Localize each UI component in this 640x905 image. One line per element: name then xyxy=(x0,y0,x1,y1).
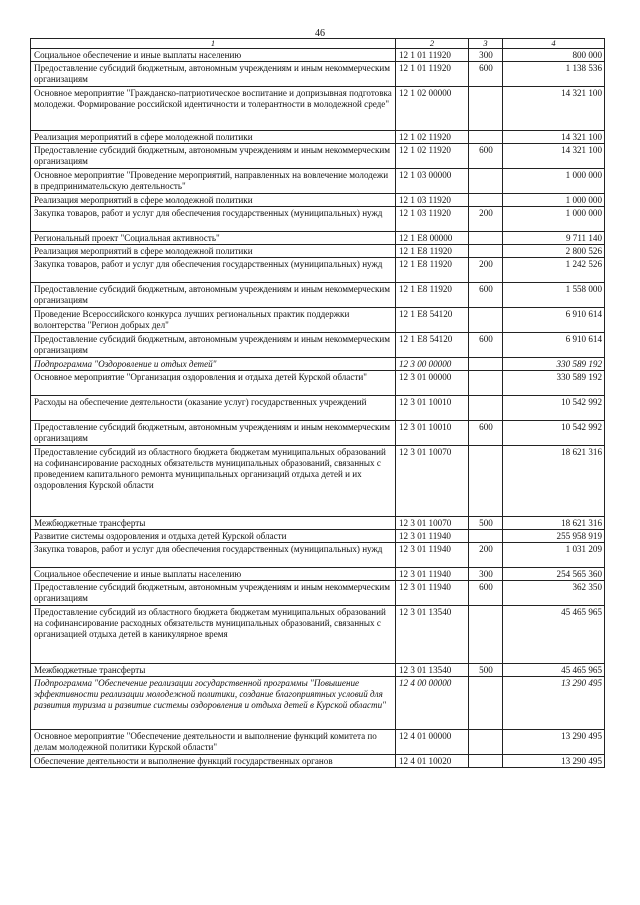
table-row xyxy=(31,543,605,568)
row-amount: 1 558 000 xyxy=(503,283,605,308)
row-name: Закупка товаров, работ и услуг для обеспечения государственных (муниципальных) нужд xyxy=(31,258,396,283)
row-code: 12 1 03 11920 xyxy=(396,194,469,207)
row-code: 12 3 01 10070 xyxy=(396,446,469,517)
row-expense-type xyxy=(469,194,503,207)
row-code: 12 4 01 10020 xyxy=(396,755,469,768)
row-code: 12 3 00 00000 xyxy=(396,358,469,371)
row-expense-type: 600 xyxy=(469,283,503,308)
row-code: 12 3 01 13540 xyxy=(396,664,469,677)
row-name: Межбюджетные трансферты xyxy=(31,664,396,677)
page-number: 46 xyxy=(315,28,325,39)
row-expense-type xyxy=(469,677,503,730)
row-amount: 18 621 316 xyxy=(503,517,605,530)
column-number: 2 xyxy=(396,39,469,49)
row-code: 12 1 03 00000 xyxy=(396,169,469,194)
table-row xyxy=(31,232,605,245)
table-row xyxy=(31,581,605,606)
row-code: 12 1 02 11920 xyxy=(396,131,469,144)
row-code: 12 1 E8 11920 xyxy=(396,245,469,258)
table-row xyxy=(31,245,605,258)
table-row xyxy=(31,258,605,283)
row-code: 12 3 01 11940 xyxy=(396,568,469,581)
row-amount: 1 138 536 xyxy=(503,62,605,87)
row-name: Основное мероприятие "Гражданско-патриотическое воспитание и допризывная подготовка молодежи. Формирование российской идентичности и толерантности в молодежной среде" xyxy=(31,87,396,131)
column-number: 4 xyxy=(503,39,605,49)
column-number-row xyxy=(31,39,605,49)
row-expense-type: 200 xyxy=(469,543,503,568)
row-name: Предоставление субсидий бюджетным, автономным учреждениям и иным некоммерческим организациям xyxy=(31,144,396,169)
row-name: Закупка товаров, работ и услуг для обеспечения государственных (муниципальных) нужд xyxy=(31,543,396,568)
row-amount: 255 958 919 xyxy=(503,530,605,543)
row-amount: 1 031 209 xyxy=(503,543,605,568)
row-name: Предоставление субсидий бюджетным, автономным учреждениям и иным некоммерческим организациям xyxy=(31,283,396,308)
row-expense-type xyxy=(469,131,503,144)
row-code: 12 1 E8 00000 xyxy=(396,232,469,245)
row-name: Подпрограмма "Оздоровление и отдых детей" xyxy=(31,358,396,371)
row-code: 12 1 01 11920 xyxy=(396,49,469,62)
row-name: Межбюджетные трансферты xyxy=(31,517,396,530)
row-amount: 1 000 000 xyxy=(503,169,605,194)
row-expense-type: 300 xyxy=(469,568,503,581)
row-name: Предоставление субсидий бюджетным, автономным учреждениям и иным некоммерческим организациям xyxy=(31,62,396,87)
table-row xyxy=(31,517,605,530)
row-name: Обеспечение деятельности и выполнение функций государственных органов xyxy=(31,755,396,768)
row-amount: 13 290 495 xyxy=(503,730,605,755)
row-expense-type: 500 xyxy=(469,664,503,677)
table-row xyxy=(31,62,605,87)
row-name: Предоставление субсидий бюджетным, автономным учреждениям и иным некоммерческим организациям xyxy=(31,333,396,358)
row-code: 12 1 E8 54120 xyxy=(396,308,469,333)
row-amount: 14 321 100 xyxy=(503,131,605,144)
row-expense-type xyxy=(469,730,503,755)
row-amount: 1 242 526 xyxy=(503,258,605,283)
row-amount: 13 290 495 xyxy=(503,677,605,730)
row-amount: 6 910 614 xyxy=(503,333,605,358)
row-name: Закупка товаров, работ и услуг для обеспечения государственных (муниципальных) нужд xyxy=(31,207,396,232)
row-expense-type xyxy=(469,87,503,131)
row-code: 12 3 01 10010 xyxy=(396,421,469,446)
row-code: 12 3 01 11940 xyxy=(396,543,469,568)
row-amount: 45 465 965 xyxy=(503,664,605,677)
budget-table-body xyxy=(31,39,605,768)
row-name: Развитие системы оздоровления и отдыха детей Курской области xyxy=(31,530,396,543)
table-row xyxy=(31,131,605,144)
table-row xyxy=(31,358,605,371)
table-row xyxy=(31,87,605,131)
row-expense-type xyxy=(469,396,503,421)
table-row xyxy=(31,144,605,169)
row-code: 12 3 01 10070 xyxy=(396,517,469,530)
row-code: 12 1 02 11920 xyxy=(396,144,469,169)
table-row xyxy=(31,283,605,308)
table-row xyxy=(31,530,605,543)
row-amount: 10 542 992 xyxy=(503,421,605,446)
row-name: Предоставление субсидий бюджетным, автономным учреждениям и иным некоммерческим организациям xyxy=(31,421,396,446)
table-row xyxy=(31,730,605,755)
row-name: Проведение Всероссийского конкурса лучших региональных практик поддержки волонтерства "Регион добрых дел" xyxy=(31,308,396,333)
row-expense-type xyxy=(469,169,503,194)
row-name: Предоставление субсидий из областного бюджета бюджетам муниципальных образований на софинансирование расходных обязательств муниципальных образований, связанных с организацией отдыха детей в каникулярное время xyxy=(31,606,396,664)
row-amount: 13 290 495 xyxy=(503,755,605,768)
row-name: Основное мероприятие "Проведение мероприятий, направленных на вовлечение молодежи в предпринимательскую деятельность" xyxy=(31,169,396,194)
row-code: 12 3 01 10010 xyxy=(396,396,469,421)
row-amount: 2 800 526 xyxy=(503,245,605,258)
row-code: 12 4 00 00000 xyxy=(396,677,469,730)
budget-table xyxy=(30,38,605,768)
row-expense-type xyxy=(469,358,503,371)
row-code: 12 1 03 11920 xyxy=(396,207,469,232)
row-name: Предоставление субсидий бюджетным, автономным учреждениям и иным некоммерческим организациям xyxy=(31,581,396,606)
row-code: 12 3 01 11940 xyxy=(396,530,469,543)
table-row xyxy=(31,568,605,581)
row-name: Социальное обеспечение и иные выплаты населению xyxy=(31,49,396,62)
row-amount: 14 321 100 xyxy=(503,87,605,131)
row-name: Социальное обеспечение и иные выплаты населению xyxy=(31,568,396,581)
table-row xyxy=(31,396,605,421)
row-amount: 10 542 992 xyxy=(503,396,605,421)
column-number: 3 xyxy=(469,39,503,49)
row-amount: 18 621 316 xyxy=(503,446,605,517)
row-expense-type: 600 xyxy=(469,581,503,606)
row-expense-type: 600 xyxy=(469,421,503,446)
table-row xyxy=(31,49,605,62)
row-amount: 6 910 614 xyxy=(503,308,605,333)
row-amount: 1 000 000 xyxy=(503,207,605,232)
table-row xyxy=(31,446,605,517)
row-code: 12 1 01 11920 xyxy=(396,62,469,87)
column-number: 1 xyxy=(31,39,396,49)
row-amount: 362 350 xyxy=(503,581,605,606)
table-row xyxy=(31,421,605,446)
row-amount: 330 589 192 xyxy=(503,358,605,371)
row-name: Реализация мероприятий в сфере молодежной политики xyxy=(31,245,396,258)
table-row xyxy=(31,606,605,664)
row-code: 12 3 01 11940 xyxy=(396,581,469,606)
row-expense-type: 600 xyxy=(469,144,503,169)
row-amount: 254 565 360 xyxy=(503,568,605,581)
row-code: 12 1 E8 11920 xyxy=(396,258,469,283)
row-expense-type: 300 xyxy=(469,49,503,62)
row-expense-type xyxy=(469,371,503,396)
table-row xyxy=(31,169,605,194)
row-amount: 45 465 965 xyxy=(503,606,605,664)
row-name: Реализация мероприятий в сфере молодежной политики xyxy=(31,194,396,207)
row-expense-type: 600 xyxy=(469,62,503,87)
row-amount: 1 000 000 xyxy=(503,194,605,207)
row-name: Основное мероприятие "Организация оздоровления и отдыха детей Курской области" xyxy=(31,371,396,396)
row-expense-type xyxy=(469,530,503,543)
table-row xyxy=(31,664,605,677)
table-row xyxy=(31,207,605,232)
row-expense-type: 200 xyxy=(469,207,503,232)
row-amount: 9 711 140 xyxy=(503,232,605,245)
row-expense-type xyxy=(469,446,503,517)
row-name: Реализация мероприятий в сфере молодежной политики xyxy=(31,131,396,144)
row-code: 12 4 01 00000 xyxy=(396,730,469,755)
row-expense-type xyxy=(469,245,503,258)
row-code: 12 3 01 00000 xyxy=(396,371,469,396)
table-row xyxy=(31,333,605,358)
table-row xyxy=(31,755,605,768)
row-code: 12 1 E8 54120 xyxy=(396,333,469,358)
row-name: Подпрограмма "Обеспечение реализации государственной программы "Повышение эффективности реализации молодежной политики, создание благоприятных условий для развития туризма и развитие системы оздоровления и отдыха детей в Курской области" xyxy=(31,677,396,730)
row-amount: 800 000 xyxy=(503,49,605,62)
row-name: Основное мероприятие "Обеспечение деятельности и выполнение функций комитета по делам молодежной политики Курской области" xyxy=(31,730,396,755)
row-amount: 330 589 192 xyxy=(503,371,605,396)
row-expense-type xyxy=(469,308,503,333)
row-name: Расходы на обеспечение деятельности (оказание услуг) государственных учреждений xyxy=(31,396,396,421)
row-name: Предоставление субсидий из областного бюджета бюджетам муниципальных образований на софинансирование расходных обязательств муниципальных образований, связанных с проведением капитального ремонта муниципальных организаций отдыха детей и их оздоровления Курской области xyxy=(31,446,396,517)
row-name: Региональный проект "Социальная активность" xyxy=(31,232,396,245)
row-amount: 14 321 100 xyxy=(503,144,605,169)
row-expense-type xyxy=(469,232,503,245)
row-code: 12 3 01 13540 xyxy=(396,606,469,664)
row-expense-type xyxy=(469,606,503,664)
table-row xyxy=(31,677,605,730)
row-expense-type: 200 xyxy=(469,258,503,283)
table-row xyxy=(31,194,605,207)
row-expense-type: 600 xyxy=(469,333,503,358)
row-code: 12 1 E8 11920 xyxy=(396,283,469,308)
table-row xyxy=(31,371,605,396)
row-expense-type: 500 xyxy=(469,517,503,530)
row-code: 12 1 02 00000 xyxy=(396,87,469,131)
row-expense-type xyxy=(469,755,503,768)
table-row xyxy=(31,308,605,333)
